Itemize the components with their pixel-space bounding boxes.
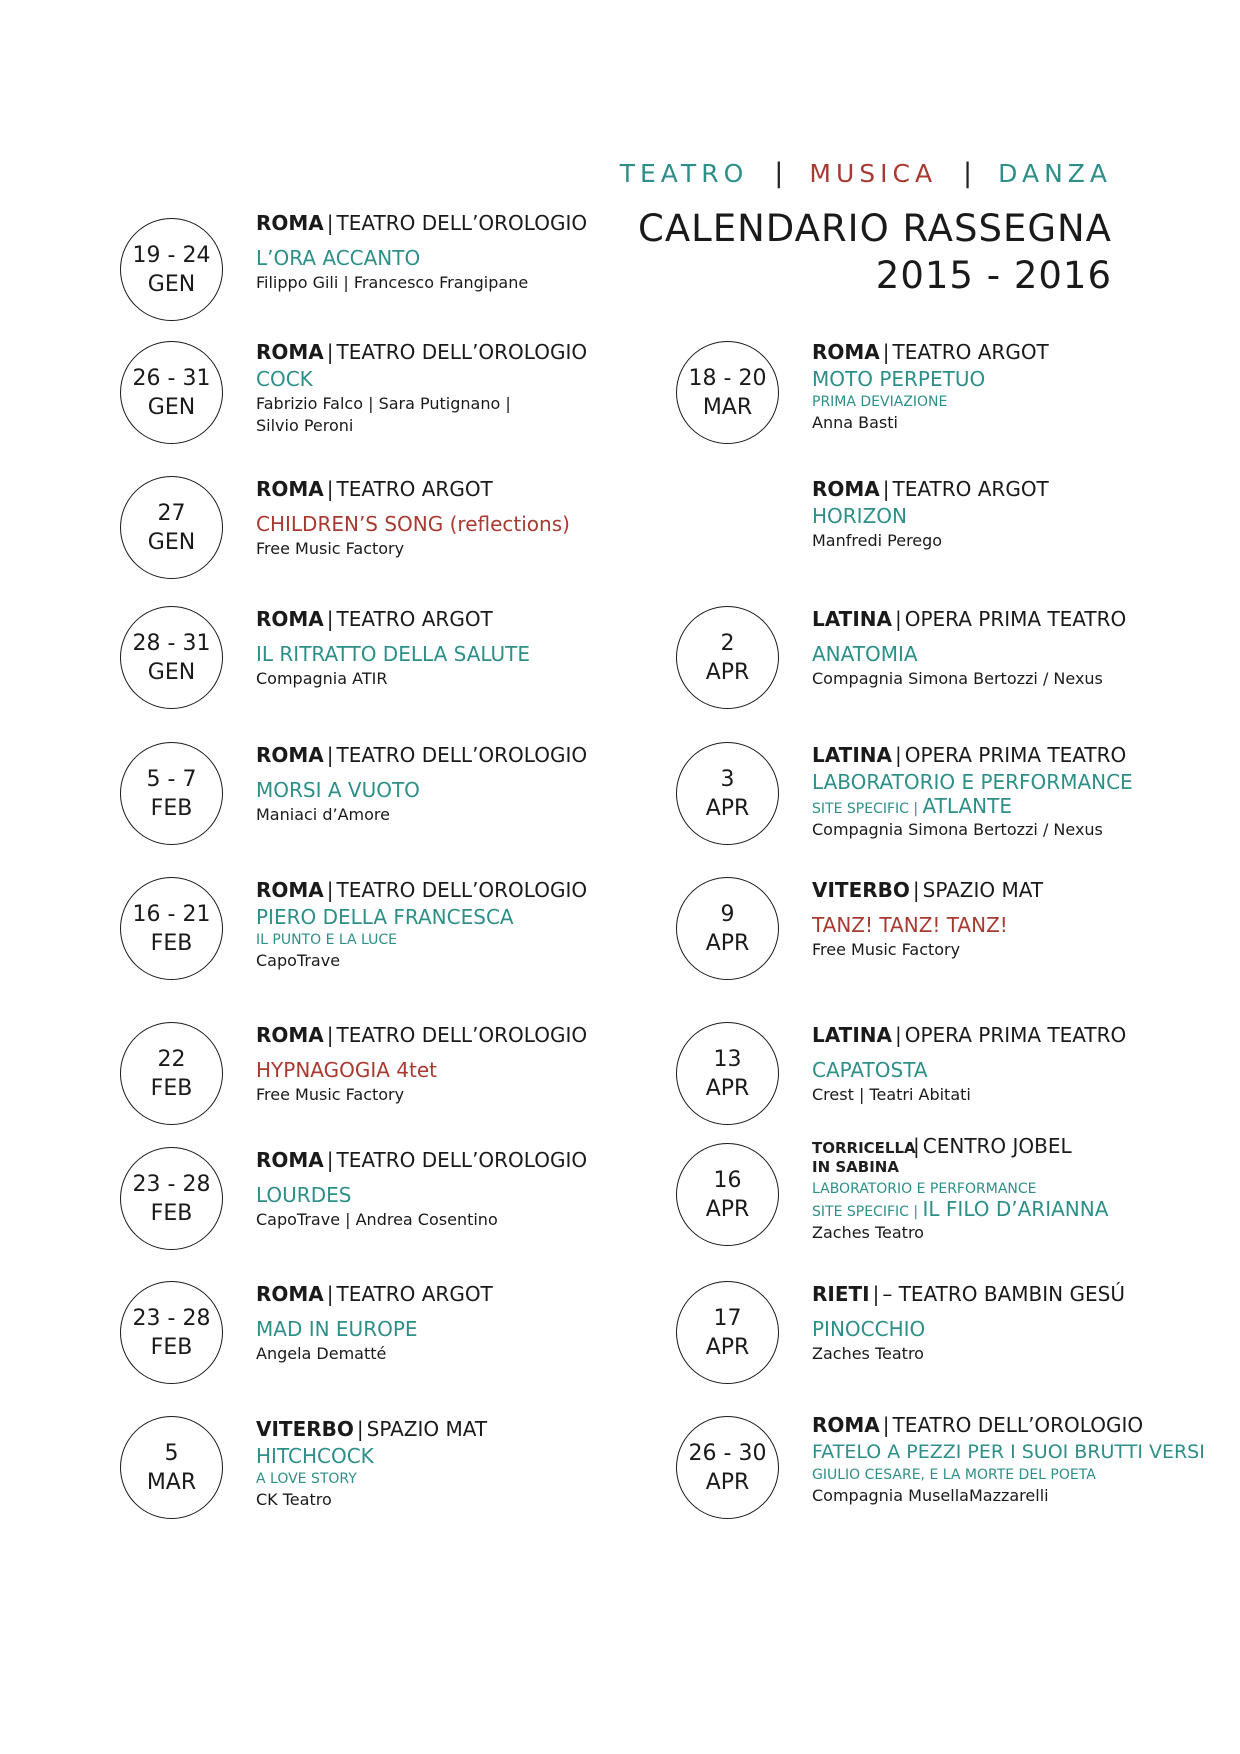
event-venue: ROMA | TEATRO DELL’OROLOGIO [256,211,588,235]
date-days: 16 - 21 [132,901,211,927]
event-company: Filippo Gili | Francesco Frangipane [256,273,529,292]
date-circle [120,877,223,980]
event-venue-name: TEATRO DELL’OROLOGIO [892,1413,1144,1437]
event-company: CapoTrave [256,951,341,970]
event-title: ANATOMIA [812,642,918,666]
date-month: GEN [147,529,196,555]
event-subtitle-line: LABORATORIO E PERFORMANCE [812,1181,1037,1197]
event-title: LOURDES [256,1183,352,1207]
event-venue: VITERBO | SPAZIO MAT [812,878,1044,902]
event-venue-name: OPERA PRIMA TEATRO [904,743,1127,767]
event-city: ROMA [256,340,324,364]
event-city: VITERBO [256,1417,354,1441]
event-item [120,606,640,726]
date-days: 5 - 7 [146,766,197,792]
event-venue-name: TEATRO DELL’OROLOGIO [336,211,588,235]
event-subtitle-small: SITE SPECIFIC | [812,1204,919,1220]
event-item [676,476,1196,596]
date-month: MAR [702,394,753,420]
date-circle [676,341,779,444]
event-company: Free Music Factory [812,940,961,959]
event-title: PIERO DELLA FRANCESCA [256,905,514,929]
date-circle [120,341,223,444]
event-item [676,1281,1196,1401]
event-item [676,339,1196,459]
event-item [676,742,1196,862]
event-venue-name: CENTRO JOBEL [922,1134,1072,1158]
event-city: LATINA [812,743,892,767]
event-title: FATELO A PEZZI PER I SUOI BRUTTI VERSI [812,1441,1205,1463]
event-company: Free Music Factory [256,1085,405,1104]
event-title: PINOCCHIO [812,1317,926,1341]
date-circle [676,1281,779,1384]
date-circle [120,1416,223,1519]
event-venue: ROMA | TEATRO DELL’OROLOGIO [256,1148,588,1172]
event-city: ROMA [256,477,324,501]
event-company: Crest | Teatri Abitati [812,1085,971,1104]
date-month: APR [705,930,750,956]
event-city: ROMA [256,878,324,902]
event-company: Compagnia Simona Bertozzi / Nexus [812,669,1103,688]
date-days: 26 - 31 [132,365,211,391]
event-venue: ROMA | TEATRO DELL’OROLOGIO [812,1413,1144,1437]
event-company: Compagnia ATIR [256,669,388,688]
event-item [120,1022,640,1142]
event-item [120,877,640,997]
event-company: Compagnia Simona Bertozzi / Nexus [812,820,1103,839]
event-subtitle [812,796,1212,819]
event-venue: ROMA | TEATRO DELL’OROLOGIO [256,743,588,767]
event-subtitle-small: SITE SPECIFIC | [812,801,919,817]
event-item [676,1412,1205,1532]
date-circle [676,877,779,980]
event-title: HORIZON [812,504,907,528]
event-subtitle: GIULIO CESARE, E LA MORTE DEL POETA [812,1467,1096,1483]
category-header [620,153,1112,193]
event-company: Compagnia MusellaMazzarelli [812,1486,1049,1505]
event-city-line2: IN SABINA [812,1158,899,1176]
category-teatro: TEATRO [619,158,749,188]
event-company: Manfredi Perego [812,531,943,550]
event-item [120,1416,640,1536]
event-title: TANZ! TANZ! TANZ! [812,913,1008,937]
event-company: Fabrizio Falco | Sara Putignano | [256,394,511,413]
event-company-line2: Silvio Peroni [256,416,354,435]
category-separator: | [774,157,784,189]
event-venue: ROMA | TEATRO ARGOT [812,477,1049,501]
event-venue: VITERBO | SPAZIO MAT [256,1417,488,1441]
event-venue-name: TEATRO DELL’OROLOGIO [336,743,588,767]
event-subtitle: PRIMA DEVIAZIONE [812,394,948,410]
date-days: 9 [720,901,735,927]
page-years: 2015 - 2016 [875,254,1112,297]
event-item [120,476,640,596]
date-month: FEB [150,1075,193,1101]
category-danza: DANZA [998,158,1112,188]
event-item [120,1281,640,1401]
date-month: FEB [150,795,193,821]
date-month: APR [705,1334,750,1360]
date-circle [676,1143,779,1246]
date-days: 23 - 28 [132,1305,211,1331]
event-venue: ROMA | TEATRO ARGOT [256,607,493,631]
event-company: Free Music Factory [256,539,405,558]
event-company: Anna Basti [812,413,898,432]
event-venue-name: TEATRO ARGOT [892,340,1049,364]
event-item [120,339,640,459]
date-circle [676,1416,779,1519]
date-month: APR [705,795,750,821]
event-city: ROMA [812,340,880,364]
date-circle [120,476,223,579]
event-item [120,742,640,862]
event-item [120,210,640,330]
date-circle [676,1022,779,1125]
event-venue-name: OPERA PRIMA TEATRO [904,607,1127,631]
event-title: CHILDREN’S SONG (reflections) [256,512,570,536]
date-month: APR [705,1075,750,1101]
date-days: 5 [164,1440,179,1466]
event-city: ROMA [812,477,880,501]
date-circle [120,606,223,709]
event-title: HYPNAGOGIA 4tet [256,1058,437,1082]
date-month: APR [705,659,750,685]
date-circle [676,742,779,845]
page-title: CALENDARIO RASSEGNA [637,207,1112,250]
event-company: Angela Dematté [256,1344,387,1363]
event-venue: LATINA | OPERA PRIMA TEATRO [812,1023,1127,1047]
event-city: LATINA [812,1023,892,1047]
event-company: CapoTrave | Andrea Cosentino [256,1210,498,1229]
event-item [120,1147,640,1267]
event-subtitle [812,1199,1212,1222]
event-venue-name: TEATRO ARGOT [336,1282,493,1306]
date-month: GEN [147,659,196,685]
event-venue-name: SPAZIO MAT [366,1417,488,1441]
event-subtitle-title: ATLANTE [922,794,1012,818]
event-venue-name: SPAZIO MAT [922,878,1044,902]
event-venue-name: TEATRO DELL’OROLOGIO [336,878,588,902]
category-musica: MUSICA [809,158,938,188]
event-title: LABORATORIO E PERFORMANCE [812,770,1133,794]
date-days: 3 [720,766,735,792]
date-month: FEB [150,930,193,956]
event-venue-name: TEATRO DELL’OROLOGIO [336,1023,588,1047]
date-days: 17 [713,1305,742,1331]
event-venue: LATINA | OPERA PRIMA TEATRO [812,607,1127,631]
date-circle [120,218,223,321]
date-month: GEN [147,271,196,297]
event-title: MAD IN EUROPE [256,1317,418,1341]
event-city: ROMA [256,1148,324,1172]
date-month: APR [705,1196,750,1222]
event-city: ROMA [256,1023,324,1047]
date-days: 28 - 31 [132,630,211,656]
event-company: Maniaci d’Amore [256,805,390,824]
event-city: ROMA [256,607,324,631]
event-venue: ROMA | TEATRO DELL’OROLOGIO [256,878,588,902]
date-days: 19 - 24 [132,242,211,268]
event-venue-name: TEATRO DELL’OROLOGIO [336,340,588,364]
date-days: 22 [157,1046,186,1072]
event-item [676,1022,1196,1142]
event-title: MORSI A VUOTO [256,778,420,802]
event-title: COCK [256,367,313,391]
date-month: FEB [150,1334,193,1360]
event-city: ROMA [812,1413,880,1437]
event-venue-name: TEATRO ARGOT [336,607,493,631]
event-city: ROMA [256,1282,324,1306]
event-venue-name: – TEATRO BAMBIN GESÚ [882,1282,1125,1306]
event-subtitle-title: IL FILO D’ARIANNA [922,1197,1109,1221]
event-venue: ROMA | TEATRO ARGOT [812,340,1049,364]
date-days: 16 [713,1167,742,1193]
event-item [676,877,1196,997]
category-separator: | [963,157,973,189]
event-venue-name: TEATRO ARGOT [892,477,1049,501]
event-company: Zaches Teatro [812,1344,924,1363]
event-title: L’ORA ACCANTO [256,246,421,270]
event-venue: ROMA | TEATRO DELL’OROLOGIO [256,340,588,364]
event-company: CK Teatro [256,1490,332,1509]
date-circle [120,1281,223,1384]
event-title: HITCHCOCK [256,1444,374,1468]
event-subtitle: IL PUNTO E LA LUCE [256,932,397,948]
event-venue: | CENTRO JOBEL [913,1134,1072,1158]
date-days: 23 - 28 [132,1171,211,1197]
event-venue: ROMA | TEATRO ARGOT [256,1282,493,1306]
date-circle [676,606,779,709]
event-title: CAPATOSTA [812,1058,928,1082]
event-venue: ROMA | TEATRO ARGOT [256,477,493,501]
date-month: GEN [147,394,196,420]
event-venue: ROMA | TEATRO DELL’OROLOGIO [256,1023,588,1047]
date-circle [120,742,223,845]
event-title: MOTO PERPETUO [812,367,986,391]
date-circle [120,1147,223,1250]
event-venue-name: TEATRO DELL’OROLOGIO [336,1148,588,1172]
event-title: IL RITRATTO DELLA SALUTE [256,642,531,666]
event-city: RIETI [812,1282,870,1306]
event-venue: LATINA | OPERA PRIMA TEATRO [812,743,1127,767]
date-circle [120,1022,223,1125]
event-subtitle: A LOVE STORY [256,1471,357,1487]
event-city: LATINA [812,607,892,631]
event-city: ROMA [256,211,324,235]
event-item [676,606,1196,726]
event-city: VITERBO [812,878,910,902]
event-venue-name: TEATRO ARGOT [336,477,493,501]
date-month: FEB [150,1200,193,1226]
event-company: Zaches Teatro [812,1223,924,1242]
event-item [676,1133,1196,1253]
date-days: 2 [720,630,735,656]
date-days: 13 [713,1046,742,1072]
event-city: ROMA [256,743,324,767]
event-city: TORRICELLA [812,1139,916,1157]
event-venue: RIETI | – TEATRO BAMBIN GESÚ [812,1282,1125,1306]
date-days: 26 - 30 [688,1440,767,1466]
date-days: 18 - 20 [688,365,767,391]
date-days: 27 [157,500,186,526]
date-month: MAR [146,1469,197,1495]
event-venue-name: OPERA PRIMA TEATRO [904,1023,1127,1047]
date-month: APR [705,1469,750,1495]
